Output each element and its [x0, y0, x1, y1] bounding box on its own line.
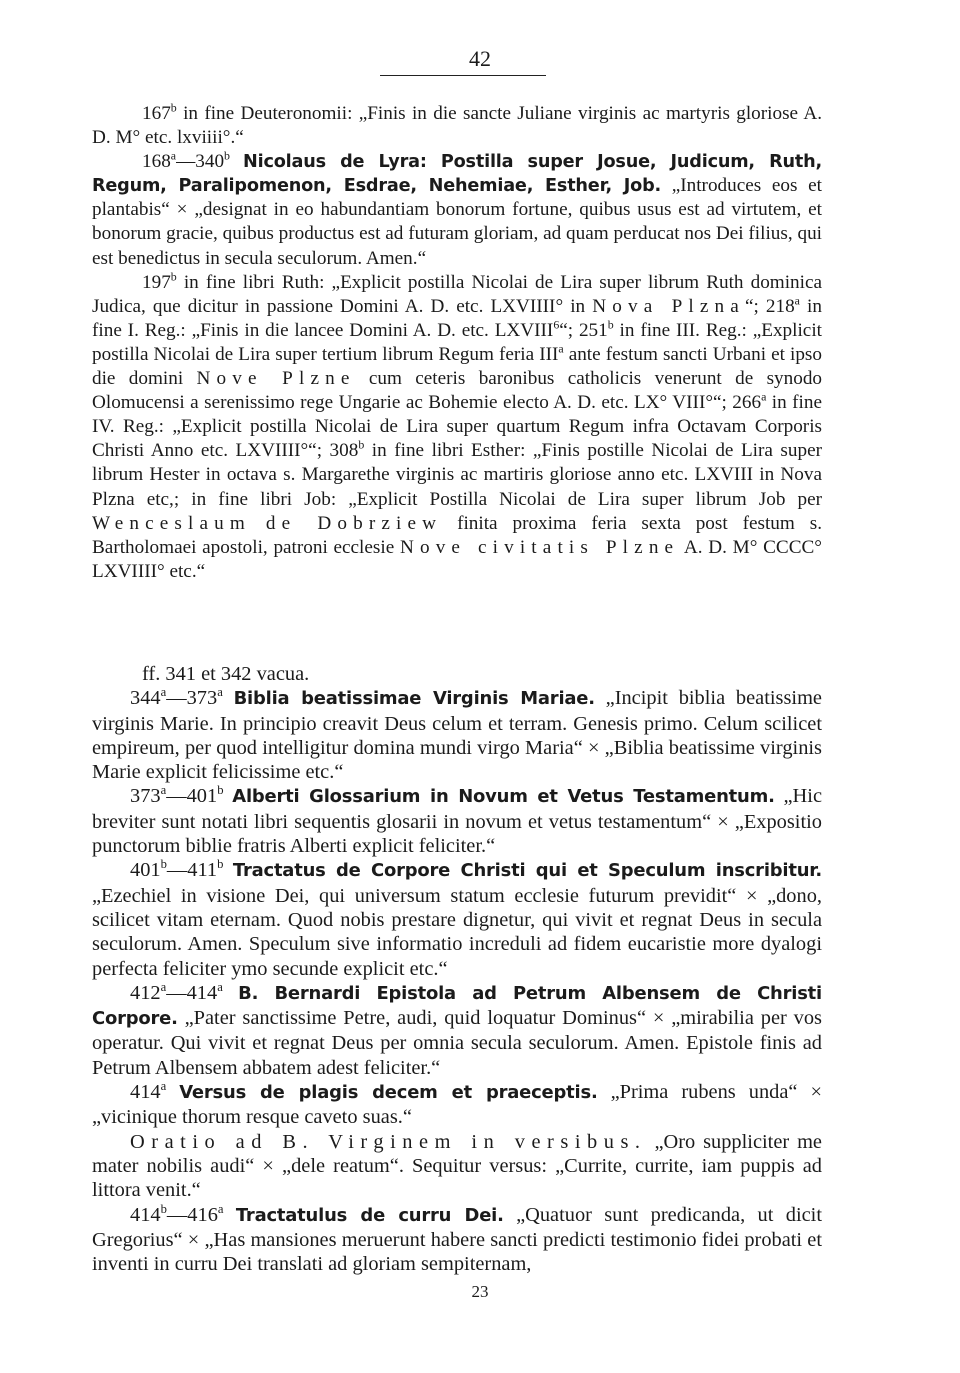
manuscript-description-upper [92, 102, 822, 584]
folio-ref: 344 [130, 687, 161, 710]
folio-sup: b [358, 437, 365, 452]
entry-167b [92, 102, 822, 150]
folio-sup: b [160, 857, 167, 872]
folio-ref-end: —414 [166, 981, 218, 1004]
folio-sup: a [160, 1079, 167, 1094]
folio-sup: a [794, 293, 800, 308]
entry-text: cum ceteris baronibus catholicis venerunt de synodo Olomucensi a serenissimo rege Ungarie ac Bohemie electo A. D. etc. LX° VIII°“; 266 [92, 368, 823, 414]
entry-text: in fine libri Ruth: „Explicit postilla Nicolai de Lira super librum Ruth dominica Judica, que dicitur in passione Domini A. D. etc. LXVIIII° in [92, 271, 822, 317]
entry-title: Nicolaus de Lyra: Postilla super Josue, Judicum, Ruth, Regum, Paralipomenon, Esdrae, Nehemiae, Esther, Job. [92, 152, 822, 197]
entry-text: „Prima rubens unda“ × „vicinique thorum resque caveto suas.“ [92, 1081, 822, 1129]
entry-text: in fine libri Esther: „Finis postille Nicolai de Lira super librum Hester in octava s. Margarethe virginis ac martiris gloriose anno etc. LXVIII in Nova Plzna etc,; in fine libri Job: „Explicit Postilla Nicolai de Lira super librum Job per [92, 440, 822, 510]
folio-ref: 197 [142, 271, 171, 293]
entry-title: Biblia beatissimae Virginis Mariae. [233, 688, 595, 710]
entry-text: „Introduces eos et plantabis“ × „designat in eo habundantiam bonorum fortune, quibus usus est ad virtutem, et bonorum gracie, quibus productus est ad futuram gloriam, ad quam perducat nos Dei filius, qui est benedictus in secula seculorum. Amen.“ [92, 175, 822, 269]
entry-text: ante festum sancti Urbani et ipso die domini [92, 343, 822, 390]
folio-ref-end: —373 [166, 687, 218, 710]
folio-sup: a [217, 1201, 224, 1216]
folio-sup: b [160, 1201, 167, 1216]
entry-412a-414a [92, 981, 822, 1080]
page-number: 42 [469, 46, 491, 71]
entry-414a [92, 1080, 822, 1130]
folio-ref-end: —416 [166, 1203, 218, 1226]
entry-text [251, 513, 266, 534]
entry-text: in fine I. Reg.: „Finis in die lancee Domini A. D. etc. LXVIII [92, 295, 822, 341]
entry-text: „Oro suppliciter me mater nobilis audi“ × „dele reatum“. Sequitur versus: „Currite, currite, iam puppis ad littora venit.“ [92, 1130, 822, 1202]
folio-sup: b [170, 269, 177, 284]
folio-sup: a [217, 980, 223, 995]
folio-sup: a [170, 148, 177, 163]
folio-ref: 414 [130, 1081, 161, 1104]
entry-text: in fine III. Reg.: „Explicit postilla Nicolai de Lira super tertium librum Regum feria III [92, 319, 822, 365]
entry-title: Alberti Glossarium in Novum et Vetus Testamentum. [232, 786, 775, 808]
folio-sup: a [217, 685, 223, 700]
header-rule [380, 75, 546, 76]
folio-sup: b [224, 148, 230, 163]
entry-text: „Hic breviter sunt notati libri sequentis glosarii in novum et vetus testamentum“ × „Expositio punctorum biblie fratris Alberti explicit feliciter.“ [92, 785, 822, 858]
entry-oratio [92, 1130, 822, 1203]
entry-title: B. Bernardi Epistola ad Petrum Albensem de Christi Corpore. [92, 982, 822, 1030]
entry-title: Versus de plagis decem et praeceptis. [179, 1082, 598, 1104]
entry-title: Tractatus de Corpore Christi qui et Speculum inscribitur. [232, 860, 822, 882]
entry-197b [92, 271, 822, 584]
folio-ref: 412 [130, 981, 161, 1004]
spaced-place-name: Nove Plzne [196, 368, 356, 390]
entry-text: “; 251 [559, 319, 608, 341]
entry-text: ff. 341 et 342 vacua. [142, 663, 310, 685]
entry-text: finita proxima feria sexta post festum s. Bartholomaei apostoli, patroni ecclesie [92, 512, 822, 558]
entry-text: „Quatuor sunt predicanda, ut dicit Gregorius“ × „Has mansiones meruerunt habere sancti predicti testimonio fidei probati et inventi in curru Dei translati ad gloriam sempiternam, [92, 1203, 823, 1276]
folio-sup: b [217, 857, 224, 872]
entry-title: Tractatulus de curru Dei. [235, 1204, 504, 1226]
entry-text: A. D. M° CCCC° LXVIIII° etc.“ [92, 536, 822, 582]
spaced-place-name: de Dobrziew [265, 512, 443, 534]
folio-ref: 401 [130, 859, 161, 882]
entry-text: in fine IV. Reg.: „Explicit postilla Nicolai de Lira super quartum Regum infra Octavam Corporis Christi Anno etc. LXVIIII°“; 308 [92, 392, 822, 462]
folio-sup: b [170, 100, 177, 115]
entry-344a-373a [92, 686, 822, 784]
spaced-place-name: Nova Plzna [592, 295, 745, 317]
signature-mark: 23 [471, 1282, 489, 1301]
folio-sup: b [607, 317, 614, 332]
folio-ref: 373 [130, 785, 161, 808]
folio-sup: a [761, 389, 767, 404]
spaced-person-name: Wenceslaum [92, 512, 251, 534]
folio-sup: b [217, 783, 224, 798]
superscript: 6 [553, 317, 560, 332]
entry-373a-401b [92, 784, 822, 858]
folio-ref: 414 [130, 1203, 161, 1226]
folio-sup: a [160, 783, 167, 798]
folio-sup: a [160, 980, 167, 995]
entry-414b-416a [92, 1203, 822, 1277]
folio-ref-end: —411 [166, 859, 218, 882]
entry-text: “; 218 [744, 295, 795, 317]
entry-text: in fine Deuteronomii: „Finis in die sancte Juliane virginis ac martyris gloriose A. D. M° etc. lxviiii°.“ [92, 103, 822, 149]
superscript: a [558, 341, 564, 356]
spaced-place-name: Nove civitatis Plzne [399, 536, 680, 558]
entry-168a-340b [92, 150, 822, 270]
manuscript-description-lower [92, 662, 822, 1276]
folio-ref: 167 [142, 103, 171, 124]
folio-ref: 168 [142, 151, 171, 173]
folio-ref-end: —401 [166, 785, 218, 808]
entry-text: „Ezechiel in visione Dei, qui universum statum ecclesie futurum previdit“ × „dono, scilicet vitam eternam. Quod nobis prestare dignetur, qui vivit et regnat Deus in secula seculorum. Amen. Speculum sive informatio increduli ad fidem eucaristie more dyalogi perfecta feliciter ymo secunde explicit etc.“ [92, 884, 822, 980]
folio-sup: a [160, 685, 167, 700]
spaced-title: Oratio ad B. Virginem in versibus. [130, 1130, 647, 1153]
entry-ff-vacua [92, 662, 822, 686]
entry-text: „Incipit biblia beatissime virginis Marie. In principio creavit Deus celum et terram. Genesis primo. Celum scilicet empireum, per quod intelligitur domina mundi virgo Maria“ × „Biblia beatissime virginis Marie explicit felicissime etc.“ [92, 687, 822, 784]
entry-text: „Pater sanctissime Petre, audi, quid loquatur Dominus“ × „mirabilia per vos operatur. Qui vivit et regnat Deus per omnia secula seculorum. Amen. Epistole finis ad Petrum Albensem abbatem adest feliciter.“ [92, 1007, 822, 1079]
entry-401b-411b [92, 858, 822, 980]
folio-ref-end: —340 [176, 151, 225, 173]
